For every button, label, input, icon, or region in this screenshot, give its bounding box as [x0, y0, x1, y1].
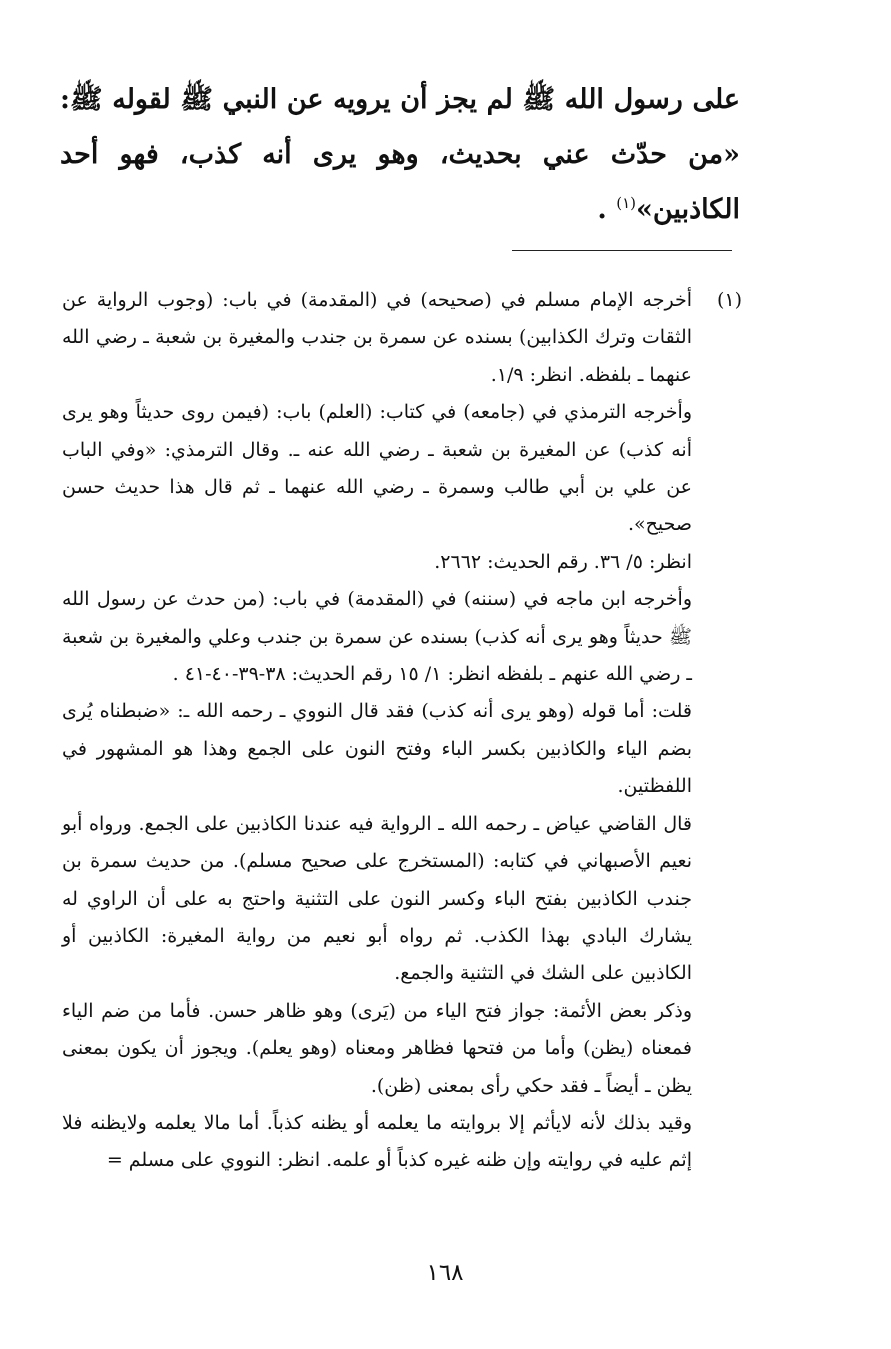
footnote-number: (١): [716, 289, 742, 311]
main-paragraph: [60, 72, 740, 237]
main-text: [60, 72, 740, 237]
footnote-paragraph: وأخرجه الترمذي في (جامعه) في كتاب: (العلم) باب: (فيمن روى حديثاً وهو يرى أنه كذب) عن المغيرة بن شعبة ـ رضي الله عنه ـ. وقال الترمذي: «وفي الباب عن علي بن أبي طالب وسمرة ـ رضي الله عنهما ـ ثم قال هذا حديث حسن صحيح».: [62, 401, 692, 536]
footnote-paragraph: وذكر بعض الأئمة: جواز فتح الياء من (يَرى) وهو ظاهر حسن. فأما من ضم الياء فمعناه (يظن) وأما من فتحها فظاهر ومعناه (وهو يعلم). ويجوز أن يكون بمعنى يظن ـ أيضاً ـ فقد حكي رأى بمعنى (ظن).: [62, 999, 692, 1097]
footnote-paragraph: وقيد بذلك لأنه لايأثم إلا بروايته ما يعلمه أو يظنه كذباً. أما مالا يعلمه ولايظنه فلا إثم عليه في روايته وإن ظنه غيره كذباً أو علمه. انظر: النووي على مسلم =: [62, 1111, 692, 1172]
main-paragraph-body: على رسول الله ﷺ لم يجز أن يرويه عن النبي ﷺ لقوله ﷺ: «من حدّث عني بحديث، وهو يرى أنه كذب، فهو أحد الكاذبين»: [60, 84, 740, 225]
footnote-reference: (١): [616, 194, 637, 212]
footnote-paragraph: قال القاضي عياض ـ رحمه الله ـ الرواية فيه عندنا الكاذبين على الجمع. ورواه أبو نعيم الأصبهاني في كتابه: (المستخرج على صحيح مسلم). من حديث سمرة بن جندب الكاذبين بفتح الباء وكسر النون على التثنية واحتج به على أن الراوي له يشارك البادي بهذا الكذب. ثم رواه أبو نعيم من رواية المغيرة: الكاذبين أو الكاذبين على الشك في التثنية والجمع.: [62, 812, 692, 985]
page-number: ١٦٨: [426, 1260, 464, 1286]
footnote-paragraph: انظر: ٥/ ٣٦. رقم الحديث: ٢٦٦٢.: [434, 550, 692, 573]
footnote-body: [62, 282, 692, 1180]
footnote-separator: [512, 250, 732, 251]
footnote-paragraph: قلت: أما قوله (وهو يرى أنه كذب) فقد قال النووي ـ رحمه الله ـ: «ضبطناه يُرى بضم الياء والكاذبين بكسر الباء وفتح النون على الجمع وهذا هو المشهور في اللفظتين.: [62, 700, 692, 798]
main-paragraph-end: .: [597, 194, 617, 225]
footnote-paragraph: أخرجه الإمام مسلم في (صحيحه) في (المقدمة) في باب: (وجوب الرواية عن الثقات وترك الكذابين) بسنده عن سمرة بن جندب والمغيرة بن شعبة ـ رضي الله عنهما ـ بلفظه. انظر: ١/٩.: [62, 289, 692, 386]
footnote-paragraph: وأخرجه ابن ماجه في (سننه) في (المقدمة) في باب: (من حدث عن رسول الله ﷺ حديثاً وهو يرى أنه كذب) بسنده عن سمرة بن جندب وعلي والمغيرة بن شعبة ـ رضي الله عنهم ـ بلفظه انظر: ١/ ١٥ رقم الحديث: ٣٨-٣٩-٤٠-٤١ .: [62, 588, 692, 686]
